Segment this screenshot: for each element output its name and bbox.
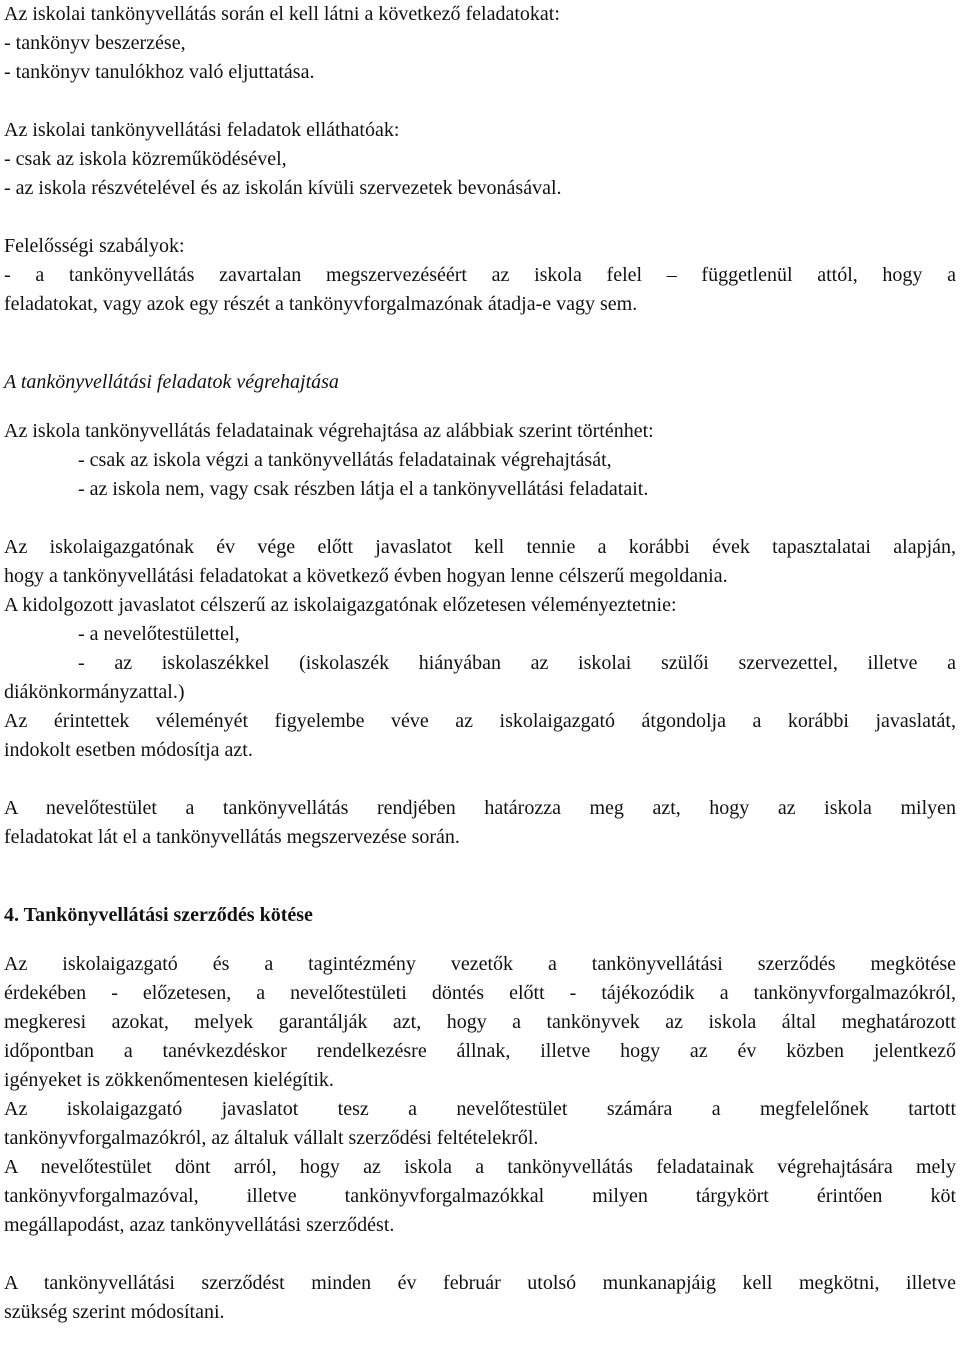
- text-line: megkeresi azokat, melyek garantálják azt, hogy a tankönyvek az iskola által meghatározott: [4, 1011, 956, 1033]
- paragraph-provision: [4, 116, 956, 203]
- text-line: Az iskolaigazgató és a tagintézmény vezetők a tankönyvellátási szerződés megkötése: [4, 953, 956, 975]
- text-line: Az érintettek véleményét figyelembe véve az iskolaigazgató átgondolja a korábbi javaslatát,: [4, 710, 956, 732]
- paragraph-intro: Az iskolai tankönyvellátás során el kell látni a következő feladatokat:: [4, 3, 560, 25]
- paragraph-proposal: [4, 533, 956, 765]
- paragraph-staff: [4, 794, 956, 852]
- document-page: [4, 0, 956, 1327]
- list-item: - az iskola részvételével és az iskolán kívüli szervezetek bevonásával.: [4, 177, 562, 199]
- paragraph-responsibility: [4, 232, 956, 319]
- text-line: Az iskolaigazgatónak év vége előtt javaslatot kell tennie a korábbi évek tapasztalatai alapján,: [4, 536, 956, 558]
- text-line: hogy a tankönyvellátási feladatokat a következő évben hogyan lenne célszerű megoldania.: [4, 565, 728, 587]
- paragraph-intro: Az iskola tankönyvellátás feladatainak végrehajtása az alábbiak szerint történhet:: [4, 420, 654, 442]
- text-line: feladatokat lát el a tankönyvellátás megszervezése során.: [4, 826, 460, 848]
- text-line: indokolt esetben módosítja azt.: [4, 739, 253, 761]
- paragraph-contract: [4, 950, 956, 1240]
- text-line: A nevelőtestület dönt arról, hogy az iskola a tankönyvellátás feladatainak végrehajtására mely: [4, 1156, 956, 1178]
- paragraph-deadline: [4, 1269, 956, 1327]
- text-line: A kidolgozott javaslatot célszerű az iskolaigazgatónak előzetesen véleményeztetnie:: [4, 594, 677, 616]
- list-item: - a nevelőtestülettel,: [78, 623, 240, 645]
- text-line: érdekében - előzetesen, a nevelőtestületi döntés előtt - tájékozódik a tankönyvforgalmazókról,: [4, 982, 956, 1004]
- list-item: - csak az iskola végzi a tankönyvellátás feladatainak végrehajtását,: [78, 449, 612, 471]
- text-line: A tankönyvellátási szerződést minden év február utolsó munkanapjáig kell megkötni, illetve: [4, 1272, 956, 1294]
- list-item: - az iskolaszékkel (iskolaszék hiányában az iskolai szülői szervezettel, illetve a: [78, 652, 956, 674]
- list-item: - tankönyv tanulókhoz való eljuttatása.: [4, 61, 315, 83]
- text-line: megállapodást, azaz tankönyvellátási szerződést.: [4, 1214, 395, 1236]
- text-line: Az iskolaigazgató javaslatot tesz a nevelőtestület számára a megfelelőnek tartott: [4, 1098, 956, 1120]
- text-line: szükség szerint módosítani.: [4, 1301, 225, 1323]
- text-line: feladatokat, vagy azok egy részét a tankönyvforgalmazónak átadja-e vagy sem.: [4, 293, 638, 315]
- text-line: tankönyvforgalmazókról, az általuk vállalt szerződési feltételekről.: [4, 1127, 539, 1149]
- list-item: - az iskola nem, vagy csak részben látja el a tankönyvellátási feladatait.: [78, 478, 649, 500]
- list-item: - csak az iskola közreműködésével,: [4, 148, 287, 170]
- text-line: A nevelőtestület a tankönyvellátás rendjében határozza meg azt, hogy az iskola milyen: [4, 797, 956, 819]
- section-heading: 4. Tankönyvellátási szerződés kötése: [4, 904, 313, 926]
- list-item: - tankönyv beszerzése,: [4, 32, 186, 54]
- text-line: tankönyvforgalmazóval, illetve tankönyvforgalmazókkal milyen tárgykört érintően köt: [4, 1185, 956, 1207]
- text-line: diákönkormányzattal.): [4, 681, 185, 703]
- text-line: igényeket is zökkenőmentesen kielégítik.: [4, 1069, 334, 1091]
- section-title-italic: A tankönyvellátási feladatok végrehajtása: [4, 371, 339, 393]
- text-line: - a tankönyvellátás zavartalan megszervezéséért az iskola felel – függetlenül attól, hogy a: [4, 264, 956, 286]
- paragraph-title: Felelősségi szabályok:: [4, 235, 185, 257]
- paragraph-execution: [4, 417, 956, 504]
- text-line: időpontban a tanévkezdéskor rendelkezésre állnak, illetve hogy az év közben jelentkező: [4, 1040, 956, 1062]
- paragraph-intro: Az iskolai tankönyvellátási feladatok elláthatóak:: [4, 119, 400, 141]
- paragraph-tasks: [4, 0, 956, 87]
